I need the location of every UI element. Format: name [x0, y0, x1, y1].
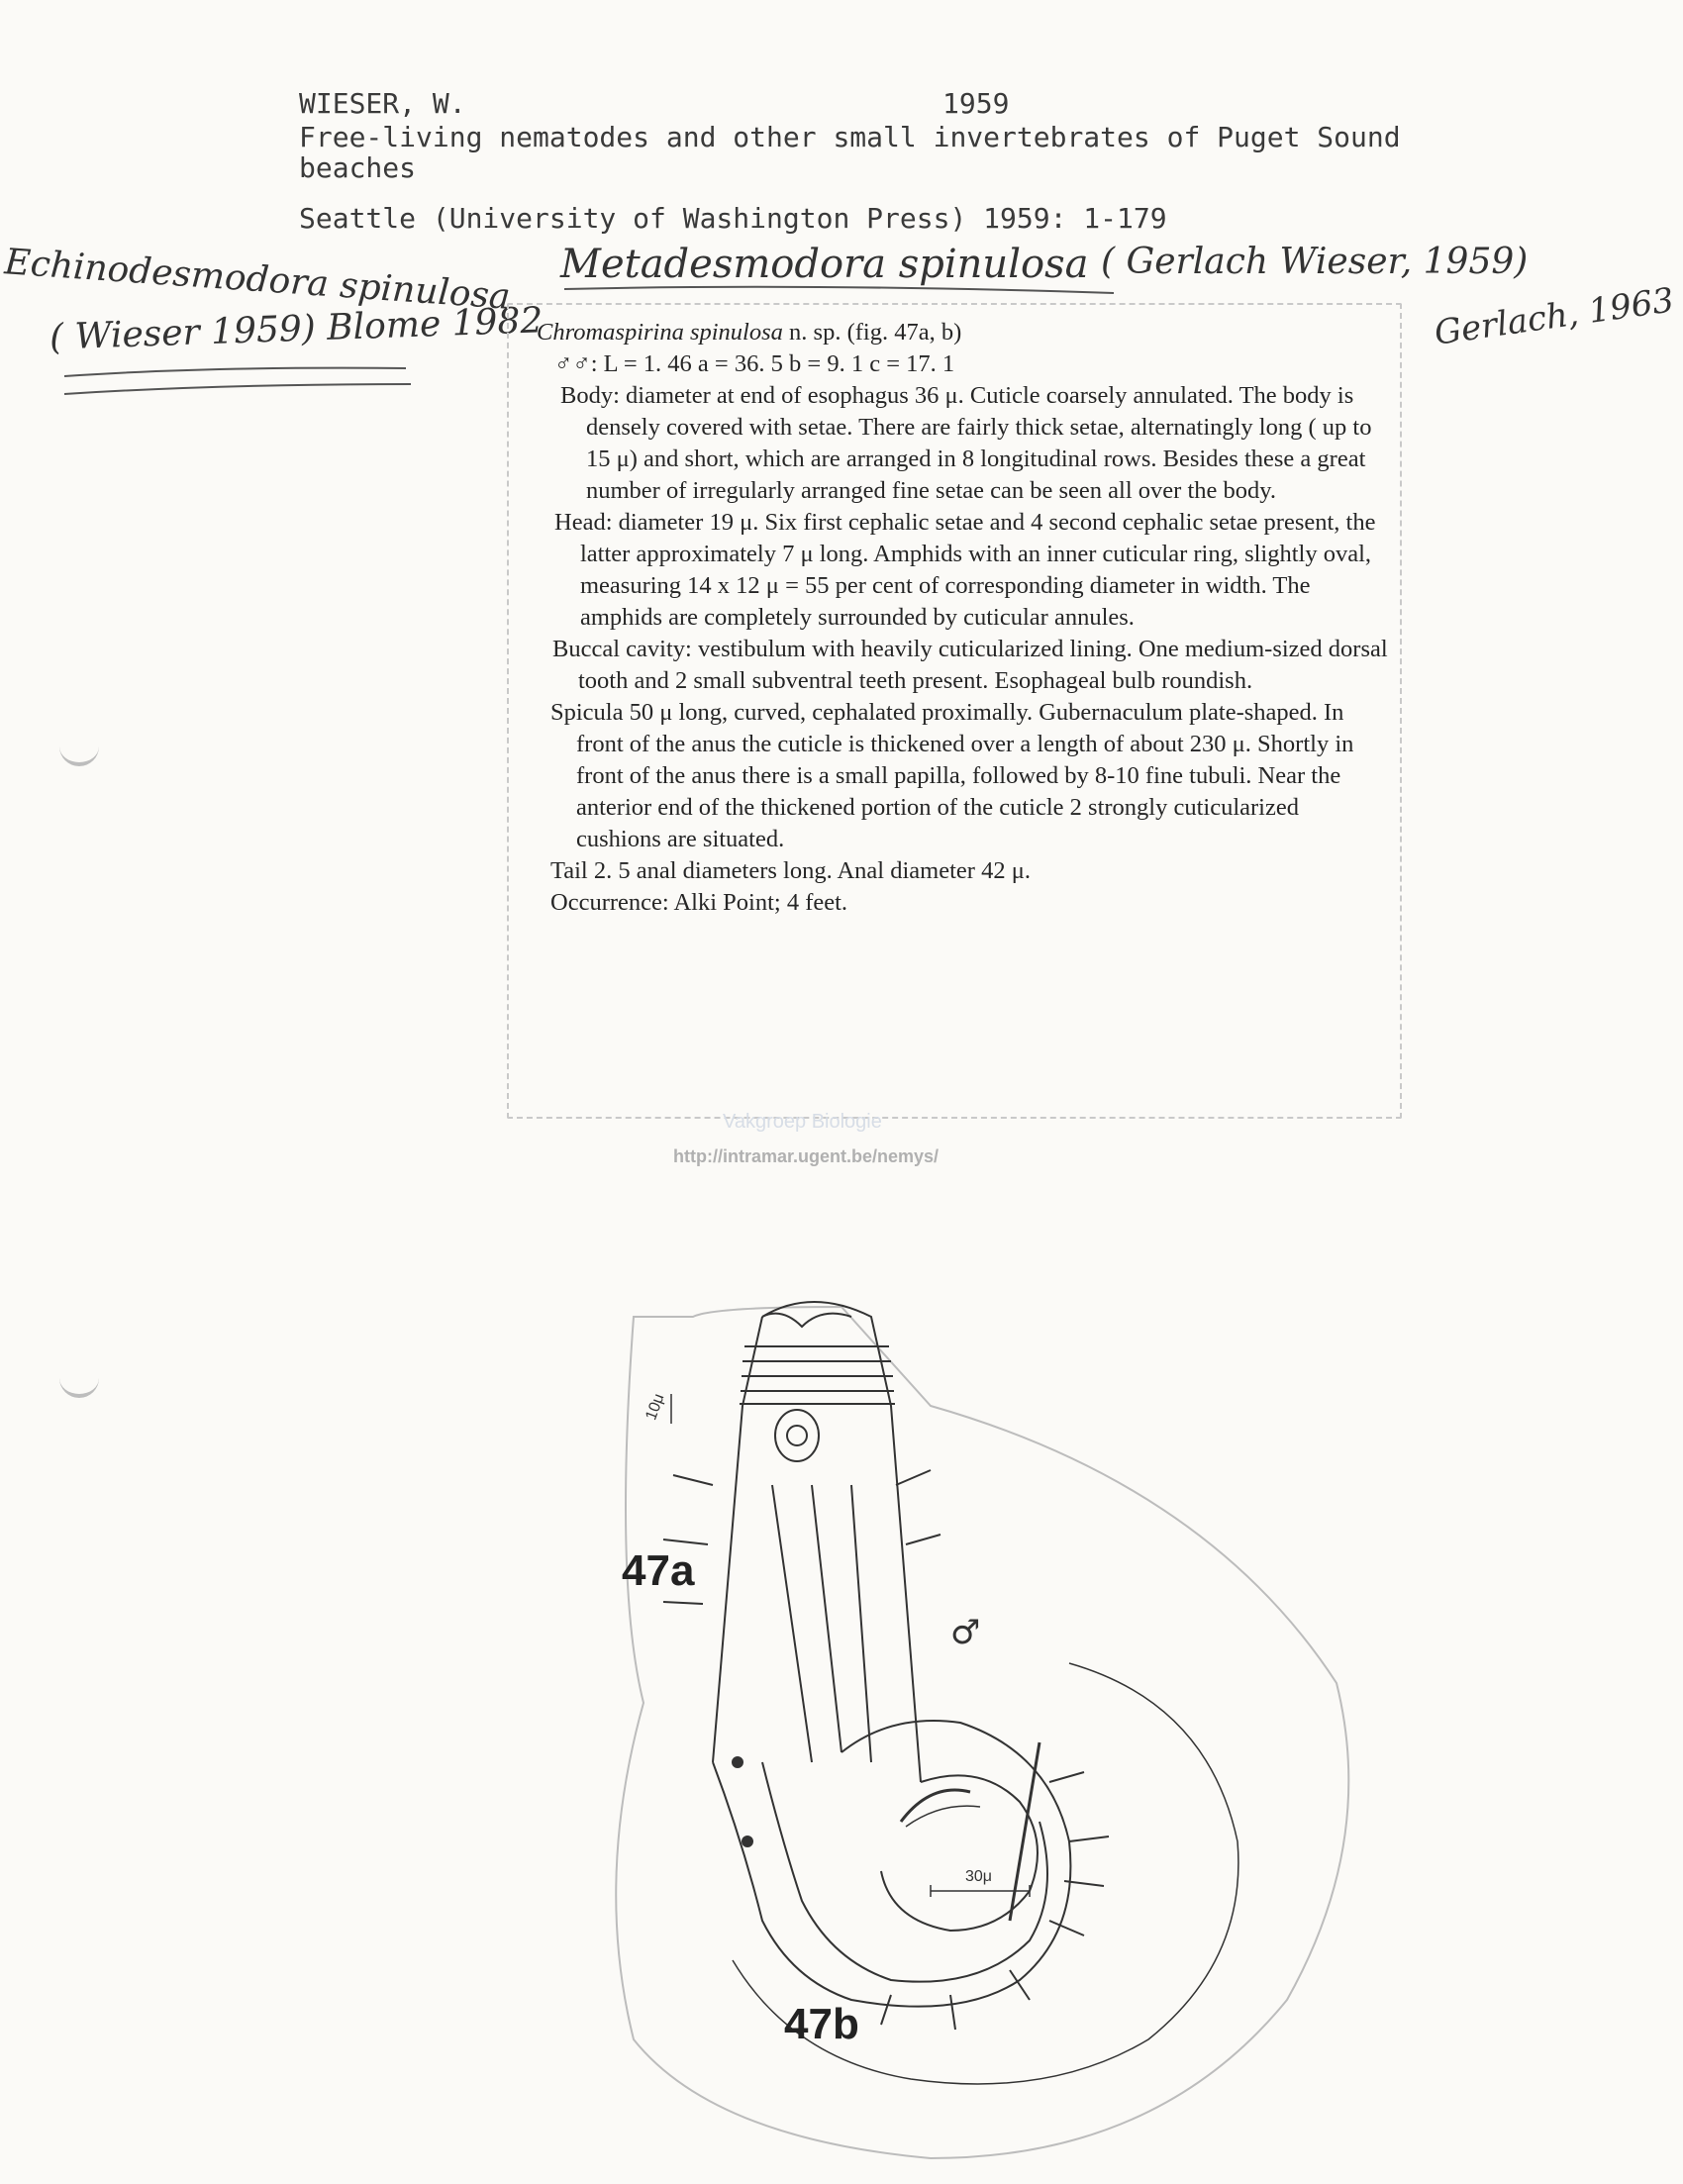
handwritten-top-name: Metadesmodora spinulosa: [560, 242, 1089, 287]
occurrence-paragraph: Occurrence: Alki Point; 4 feet.: [550, 889, 848, 916]
species-name: Chromaspirina spinulosa: [537, 319, 783, 346]
author-line: WIESER, W.: [299, 87, 466, 120]
nematode-figure: [515, 1287, 1406, 2178]
title-line-2: beaches: [299, 151, 417, 184]
handwritten-top-underline: [564, 279, 1119, 299]
head-paragraph: Head: diameter 19 μ. Six first cephalic setae and 4 second cephalic setae present, the latter approximately 7 μ long. Amphids with an inner cuticular ring, slightly oval, measuring 14 x 12 μ = 55 per cent of corresponding diameter in width. The amphids are completely surrounded by cuticular annules.: [554, 509, 1376, 631]
figure-47a-body: [663, 1302, 940, 1782]
figure-47b-spiral: [671, 1394, 1238, 2084]
species-heading: [537, 317, 1388, 348]
handwritten-left-authority: ( Wieser 1959) Blome 1982: [49, 300, 544, 358]
source-url: http://intramar.ugent.be/nemys/: [673, 1146, 940, 1166]
punch-hole-lower: [59, 1372, 99, 1398]
nematode-drawing: [515, 1287, 1406, 2178]
figure-label-47b: 47b: [784, 2000, 859, 2048]
handwritten-top-authority: ( Gerlach Wieser, 1959): [1101, 242, 1529, 282]
buccal-paragraph: Buccal cavity: vestibulum with heavily cuticularized lining. One medium-sized dorsal tooth and 2 small subventral teeth present. Esophageal bulb roundish.: [552, 636, 1388, 694]
punch-hole-upper: [59, 741, 99, 766]
title-line-1: Free-living nematodes and other small invertebrates of Puget Sound: [299, 121, 1401, 153]
figure-label-47a: 47a: [622, 1546, 695, 1595]
scale-label-b: 30μ: [965, 1868, 993, 1885]
publisher-line: Seattle (University of Washington Press) 1959: 1-179: [299, 202, 1167, 235]
watermark-text: Vakgroep Biologie: [723, 1111, 882, 1133]
handwritten-underline: [59, 356, 416, 406]
handwritten-left-name: Echinodesmodora spinulosa: [3, 242, 512, 318]
species-description-clipping: [507, 303, 1402, 1119]
spicula-paragraph: Spicula 50 μ long, curved, cephalated proximally. Gubernaculum plate-shaped. In front of the anus the cuticle is thickened over a length of about 230 μ. Shortly in front of the anus there is a small papilla, followed by 8-10 fine tubuli. Near the anterior end of the thickened portion of the cuticle 2 strongly cuticularized cushions are situated.: [550, 699, 1354, 852]
sex-symbol: ♂: [950, 1613, 981, 1652]
handwritten-right-authority: Gerlach, 1963: [1432, 280, 1677, 353]
species-heading-suffix: n. sp. (fig. 47a, b): [782, 319, 962, 346]
tail-paragraph: Tail 2. 5 anal diameters long. Anal diameter 42 μ.: [550, 857, 1031, 884]
scale-label-a: 10μ: [643, 1391, 668, 1423]
year-line: 1959: [942, 87, 1010, 120]
measurements: ♂♂: L = 1. 46 a = 36. 5 b = 9. 1 c = 17. 1: [554, 350, 955, 377]
body-paragraph: Body: diameter at end of esophagus 36 μ. Cuticle coarsely annulated. The body is densely covered with setae. There are fairly thick setae, alternatingly long ( up to 15 μ) and short, which are arranged in 8 longitudinal rows. Besides these a great number of irregularly arranged fine setae can be seen all over the body.: [560, 382, 1372, 504]
